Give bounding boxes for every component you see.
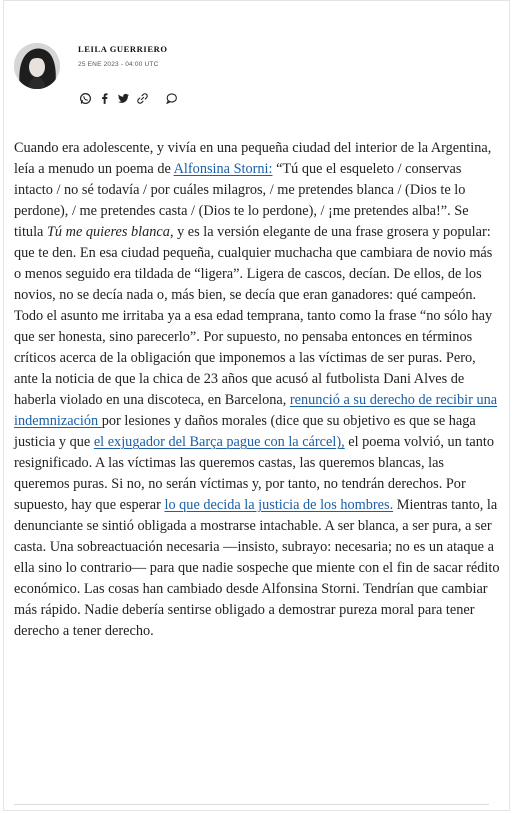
publish-date: 25 ENE 2023 - 04:00 UTC <box>78 61 159 68</box>
avatar-portrait <box>14 43 60 89</box>
article-text: Mientras tanto, la denunciante se sintió obligada a mostrarse intachable. A ser blanca, a ser pura, a ser casta. Una sobreactuación necesaria —insisto, subrayo: necesaria; no es un ataque a ella sino lo contrario— para que nadie sospeche que miente con el fin de sacar rédito económico. Las cosas han cambiado desde Alfonsina Storni. Tendrían que cambiar más rápido. Nadie debería sentirse obligado a demostrar pureza moral para tener derecho a tener derecho. <box>14 497 500 639</box>
article-text: Cuando era adolescente, y vivía en una pequeña ciudad del interior de la Argentina, leía a menudo un poema de <box>14 140 492 177</box>
link-alfonsina-storni[interactable]: Alfonsina Storni: <box>173 161 273 177</box>
facebook-share-button[interactable] <box>97 91 112 106</box>
twitter-icon <box>117 92 130 105</box>
link-icon <box>136 92 149 105</box>
comments-button[interactable] <box>164 91 179 106</box>
link-justicia-hombres[interactable]: lo que decida la justicia de los hombres. <box>164 497 394 513</box>
poem-title: Tú me quieres blanca <box>46 224 170 240</box>
article-text: el poema volvió, un tanto resignificado. A las víctimas las queremos castas, las queremos blancas, las queremos puras. Si no, no serán víctimas y, por tanto, no tendrán derechos. Por supuesto, hay que esperar <box>14 434 494 513</box>
article-body <box>14 138 500 642</box>
avatar[interactable] <box>14 43 60 89</box>
author-name[interactable]: LEILA GUERRIERO <box>78 44 168 54</box>
twitter-share-button[interactable] <box>116 91 131 106</box>
whatsapp-icon <box>79 92 92 105</box>
copy-link-button[interactable] <box>135 91 150 106</box>
article-text: “Tú que el esqueleto / conservas intacto / no sé todavía / por cuáles milagros, / me pretendes blanca / (Dios te lo perdone), / me pretendes casta / (Dios te lo perdone), / ¡me pretendes alba!”. Se titula <box>14 161 469 240</box>
whatsapp-share-button[interactable] <box>78 91 93 106</box>
article-text: , y es la versión elegante de una frase grosera y popular: que te den. En esa ciudad pequeña, cualquier muchacha que cambiara de novio más o menos seguido era tildada de “ligera”. Ligera de cascos, decían. De ellos, de los novios, no se decía nada o, más bien, se decía que eran ganadores: qué campeón. Todo el asunto me irritaba ya a esa edad temprana, tanto como la frase “no sólo hay que ser honesta, sino parecerlo”. Por supuesto, no pensaba entonces en términos críticos acerca de la obligación que imponemos a las víctimas de ser puras. Pero, ante la noticia de que la chica de 23 años que acusó al futbolista Dani Alves de haberla violado en una discoteca, en Barcelona, <box>14 224 493 408</box>
article-text: por lesiones y daños morales (dice que su objetivo es que se haga justicia y que <box>14 413 476 450</box>
link-renuncia-indemnizacion[interactable]: renunció a su derecho de recibir una indemnización <box>14 392 498 429</box>
facebook-icon <box>98 92 111 105</box>
comment-icon <box>165 92 178 105</box>
share-row <box>78 90 183 106</box>
author-block <box>14 40 494 120</box>
divider <box>14 804 489 805</box>
link-exjugador-carcel[interactable]: el exjugador del Barça pague con la cárcel), <box>93 434 345 450</box>
